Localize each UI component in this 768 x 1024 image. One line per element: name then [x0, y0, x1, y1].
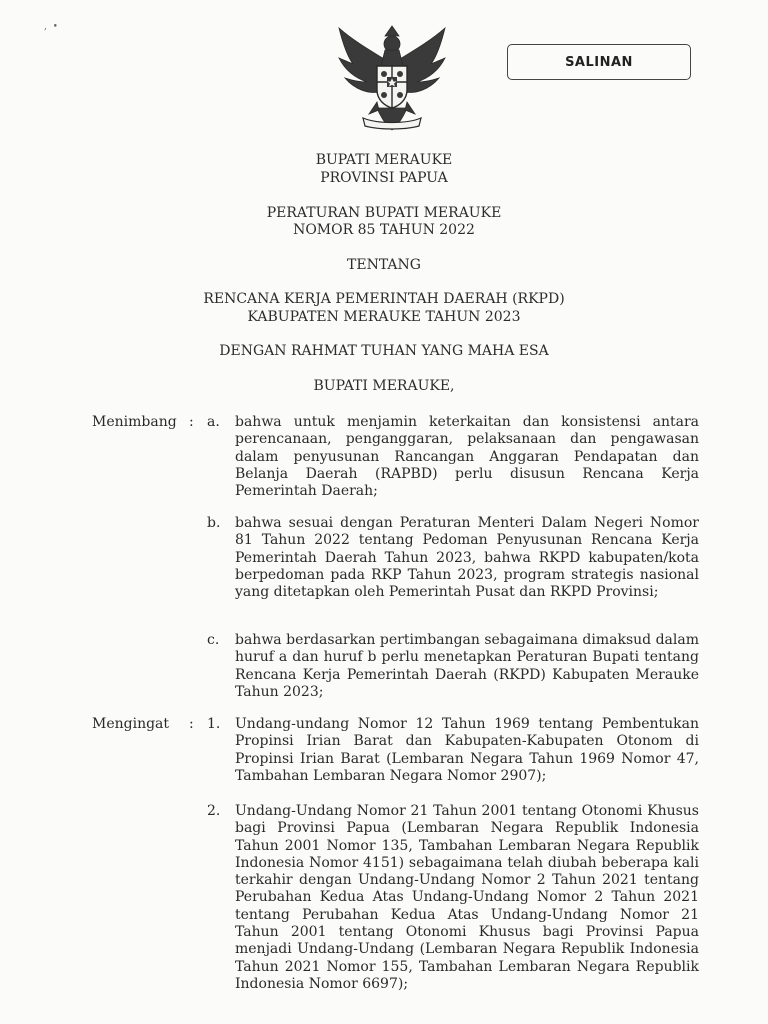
mengingat-item-1: Undang-undang Nomor 12 Tahun 1969 tentang Pembentukan Propinsi Irian Barat dan Kabupaten-Kabupaten Otonom di Propinsi Irian Barat (Lembaran Negara Tahun 1969 Nomor 47, Tambahan Lembaran Negara Nomor 2907);: [235, 716, 699, 784]
mengingat-mark-2: 2.: [207, 803, 221, 819]
stamp-text: SALINAN: [565, 54, 633, 70]
menimbang-mark-b: b.: [207, 515, 221, 531]
menimbang-item-c: bahwa berdasarkan pertimbangan sebagaimana dimaksud dalam huruf a dan huruf b perlu menetapkan Peraturan Bupati tentang Rencana Kerja Pemerintah Daerah (RKPD) Kabupaten Merauke Tahun 2023;: [235, 632, 699, 700]
mengingat-item-2: Undang-Undang Nomor 21 Tahun 2001 tentang Otonomi Khusus bagi Provinsi Papua (Lembaran Negara Republik Indonesia Tahun 2001 Nomor 135, Tambahan Lembaran Negara Republik Indonesia Nomor 4151) sebagaimana telah diubah beberapa kali terkahir dengan Undang-Undang Nomor 2 Tahun 2021 tentang Perubahan Kedua Atas Undang-Undang Nomor 2 Tahun 2021 tentang Perubahan Kedua Atas Undang-Undang Nomor 21 Tahun 2001 tentang Otonomi Khusus bagi Provinsi Papua menjadi Undang-Undang (Lembaran Negara Republik Indonesia Tahun 2021 Nomor 155, Tambahan Lembaran Negara Republik Indonesia Nomor 6697);: [235, 803, 699, 992]
issuer-title: BUPATI MERAUKE: [315, 152, 453, 168]
menimbang-label: Menimbang: [92, 414, 177, 430]
scan-specks: , •: [44, 22, 58, 32]
mengingat-label: Mengingat: [92, 716, 170, 732]
authority-line: BUPATI MERAUKE,: [313, 378, 455, 394]
garuda-emblem-icon: [333, 22, 451, 134]
subject-line-2: KABUPATEN MERAUKE TAHUN 2023: [247, 309, 521, 325]
regulation-title: PERATURAN BUPATI MERAUKE: [266, 205, 502, 221]
subject-line-1: RENCANA KERJA PEMERINTAH DAERAH (RKPD): [203, 291, 565, 307]
menimbang-item-b: bahwa sesuai dengan Peraturan Menteri Dalam Negeri Nomor 81 Tahun 2022 tentang Pedoman Penyusunan Rencana Kerja Pemerintah Daerah Tahun 2023, bahwa RKPD kabupaten/kota berpedoman pada RKP Tahun 2023, program strategis nasional yang ditetapkan oleh Pemerintah Pusat dan RKPD Provinsi;: [235, 515, 699, 601]
menimbang-colon: :: [189, 414, 194, 430]
menimbang-mark-a: a.: [207, 414, 220, 430]
mengingat-colon: :: [189, 716, 194, 732]
issuer-province: PROVINSI PAPUA: [320, 170, 448, 186]
regulation-number: NOMOR 85 TAHUN 2022: [293, 222, 475, 238]
blessing-line: DENGAN RAHMAT TUHAN YANG MAHA ESA: [219, 343, 549, 359]
about-heading: TENTANG: [347, 257, 421, 273]
salinan-stamp: [507, 44, 691, 80]
menimbang-mark-c: c.: [207, 632, 220, 648]
mengingat-mark-1: 1.: [207, 716, 221, 732]
menimbang-item-a: bahwa untuk menjamin keterkaitan dan konsistensi antara perencanaan, penganggaran, pelaksanaan dan pengawasan dalam penyusunan Rancangan Anggaran Pendapatan dan Belanja Daerah (RAPBD) perlu disusun Rencana Kerja Pemerintah Daerah;: [235, 414, 699, 500]
